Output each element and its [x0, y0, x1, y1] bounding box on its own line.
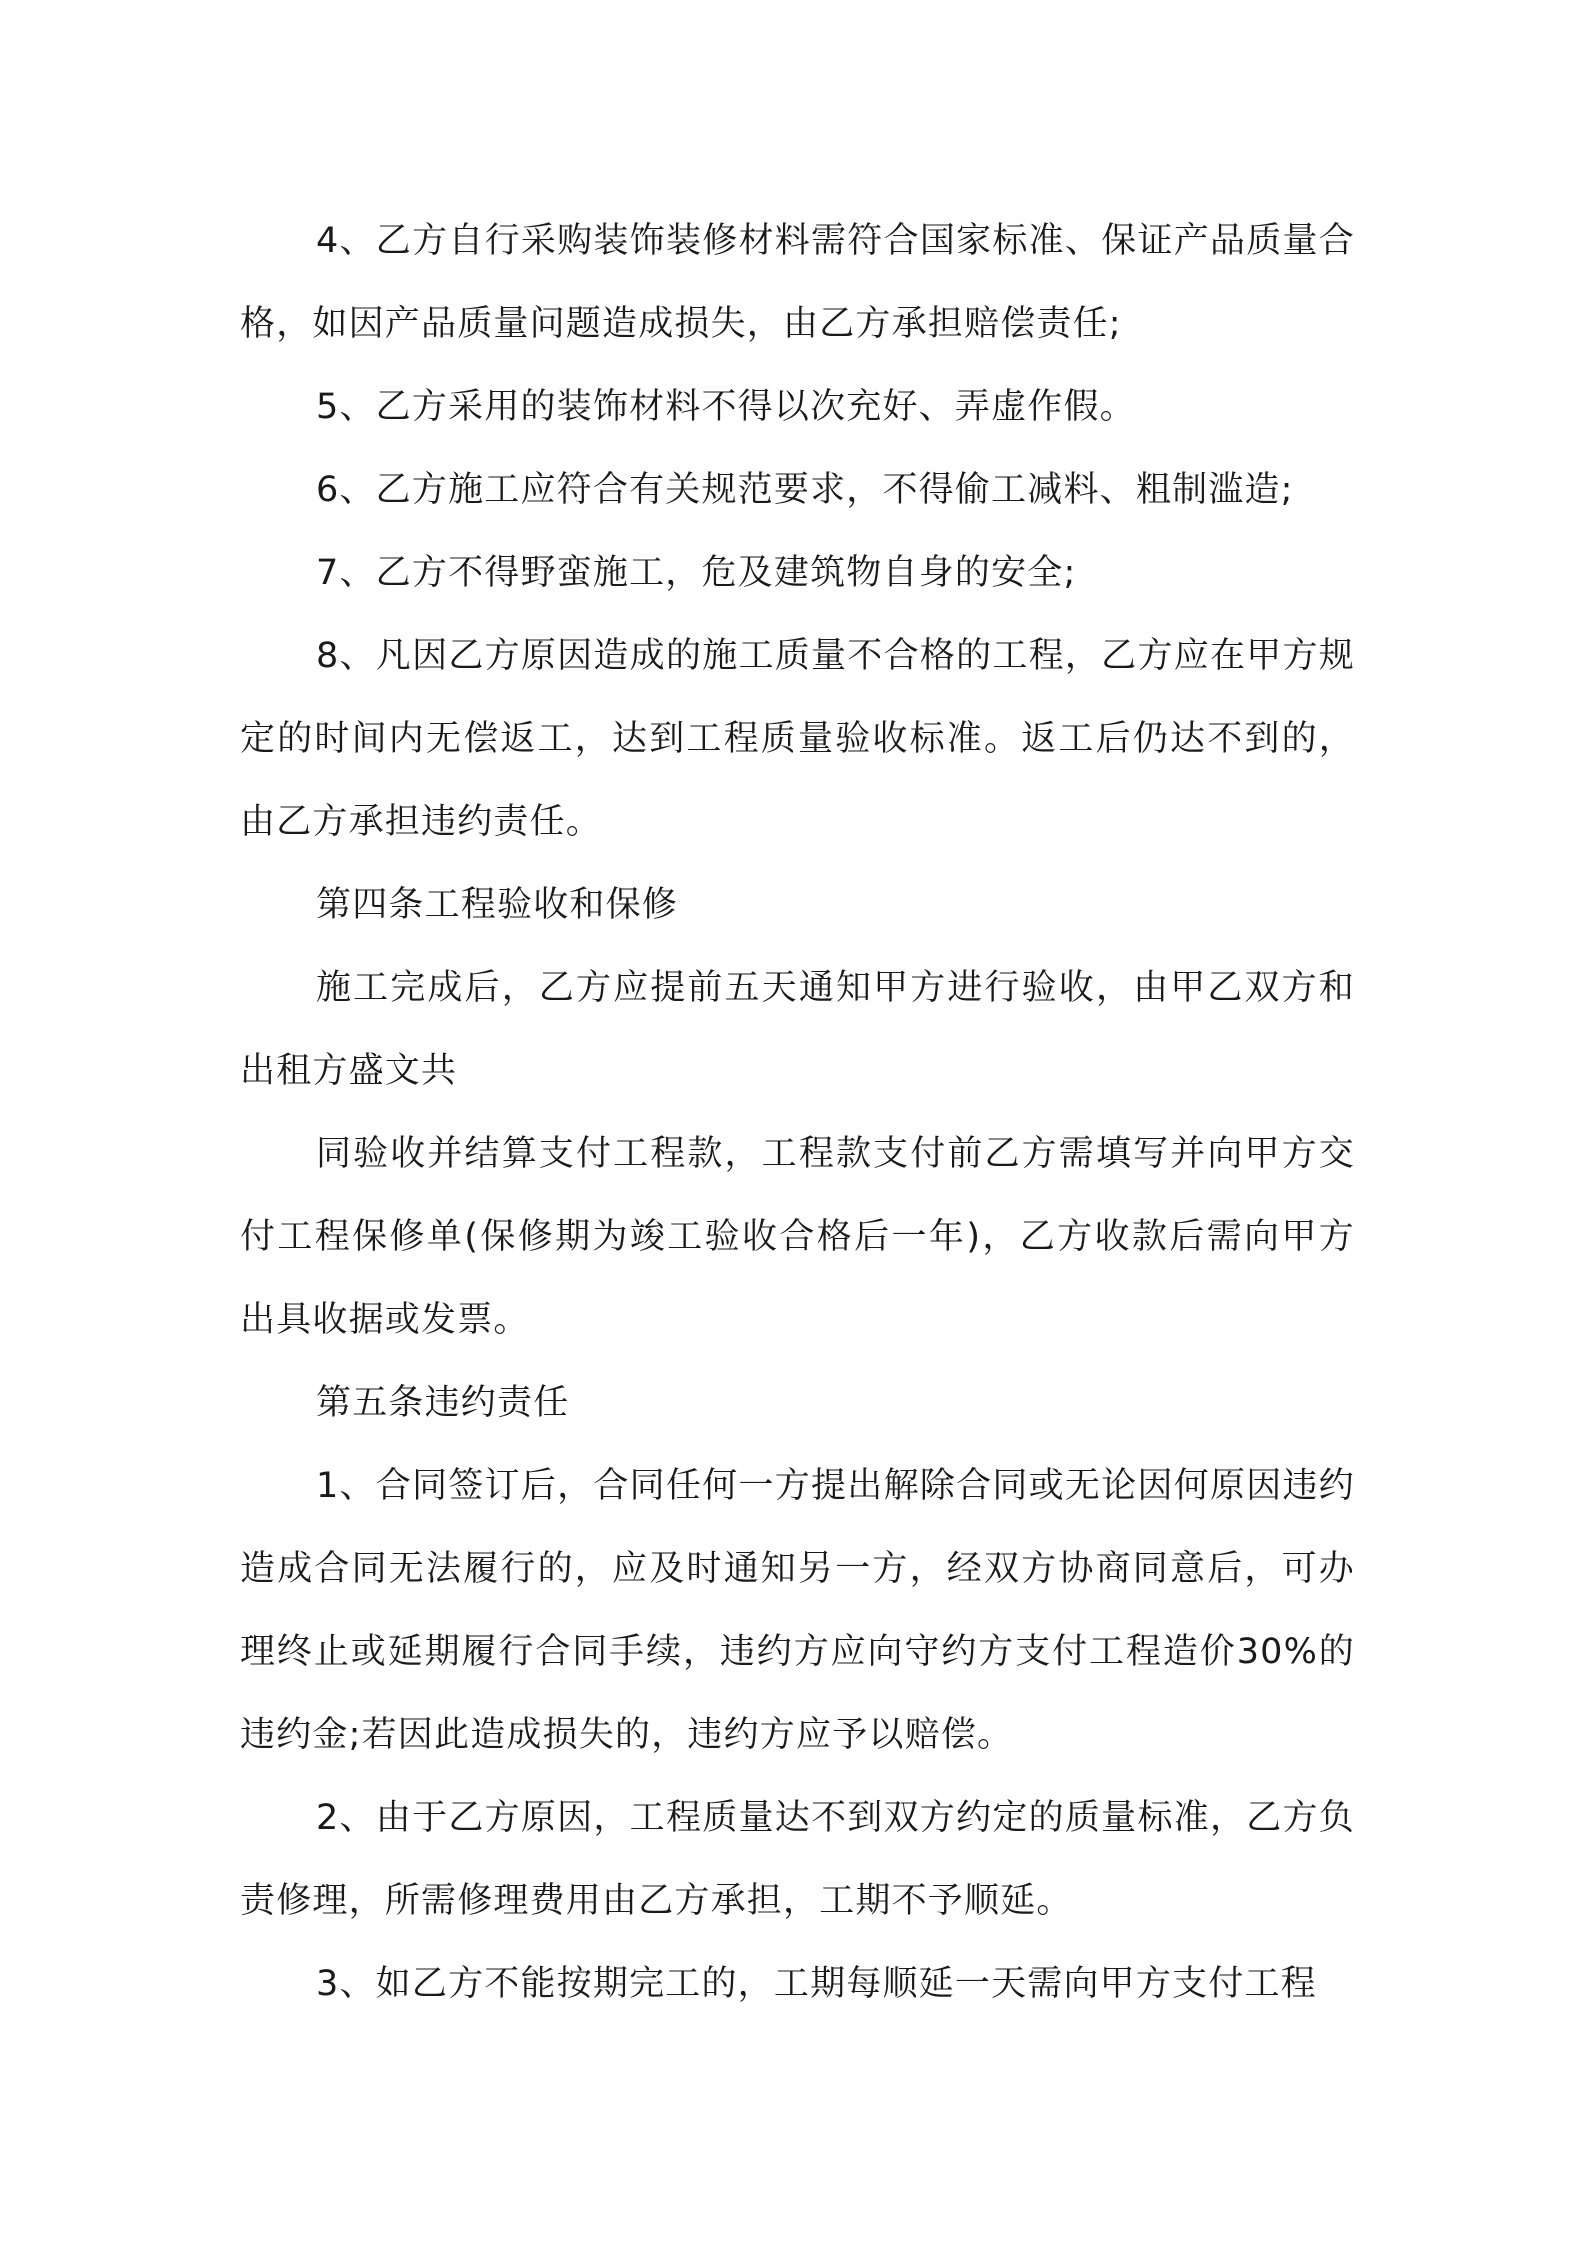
clause-6-paragraph: 6、乙方施工应符合有关规范要求，不得偷工减料、粗制滥造; [316, 470, 1294, 510]
document-page [240, 200, 1355, 2026]
liability-clause-3-paragraph: 3、如乙方不能按期完工的，工期每顺延一天需向甲方支付工程 [316, 1964, 1317, 2004]
acceptance-paragraph-1: 施工完成后，乙方应提前五天通知甲方进行验收，由甲乙双方和出租方盛文共 [240, 968, 1355, 1091]
liability-clause-2-paragraph: 2、由于乙方原因，工程质量达不到双方约定的质量标准，乙方负责修理，所需修理费用由乙方承担，工期不予顺延。 [240, 1798, 1355, 1921]
section-heading-acceptance-warranty: 第四条工程验收和保修 [316, 885, 679, 925]
acceptance-paragraph-2: 同验收并结算支付工程款，工程款支付前乙方需填写并向甲方交付工程保修单(保修期为竣工验收合格后一年)，乙方收款后需向甲方出具收据或发票。 [240, 1134, 1355, 1340]
clause-8-paragraph: 8、凡因乙方原因造成的施工质量不合格的工程，乙方应在甲方规定的时间内无偿返工，达到工程质量验收标准。返工后仍达不到的，由乙方承担违约责任。 [240, 636, 1355, 842]
liability-clause-1-paragraph: 1、合同签订后，合同任何一方提出解除合同或无论因何原因违约造成合同无法履行的，应及时通知另一方，经双方协商同意后，可办理终止或延期履行合同手续，违约方应向守约方支付工程造价30%的违约金;若因此造成损失的，违约方应予以赔偿。 [240, 1466, 1355, 1755]
clause-4-paragraph: 4、乙方自行采购装饰装修材料需符合国家标准、保证产品质量合格，如因产品质量问题造成损失，由乙方承担赔偿责任; [240, 221, 1355, 344]
clause-7-paragraph: 7、乙方不得野蛮施工，危及建筑物自身的安全; [316, 553, 1077, 593]
section-heading-liability: 第五条违约责任 [316, 1383, 570, 1423]
clause-5-paragraph: 5、乙方采用的装饰材料不得以次充好、弄虚作假。 [316, 387, 1136, 427]
